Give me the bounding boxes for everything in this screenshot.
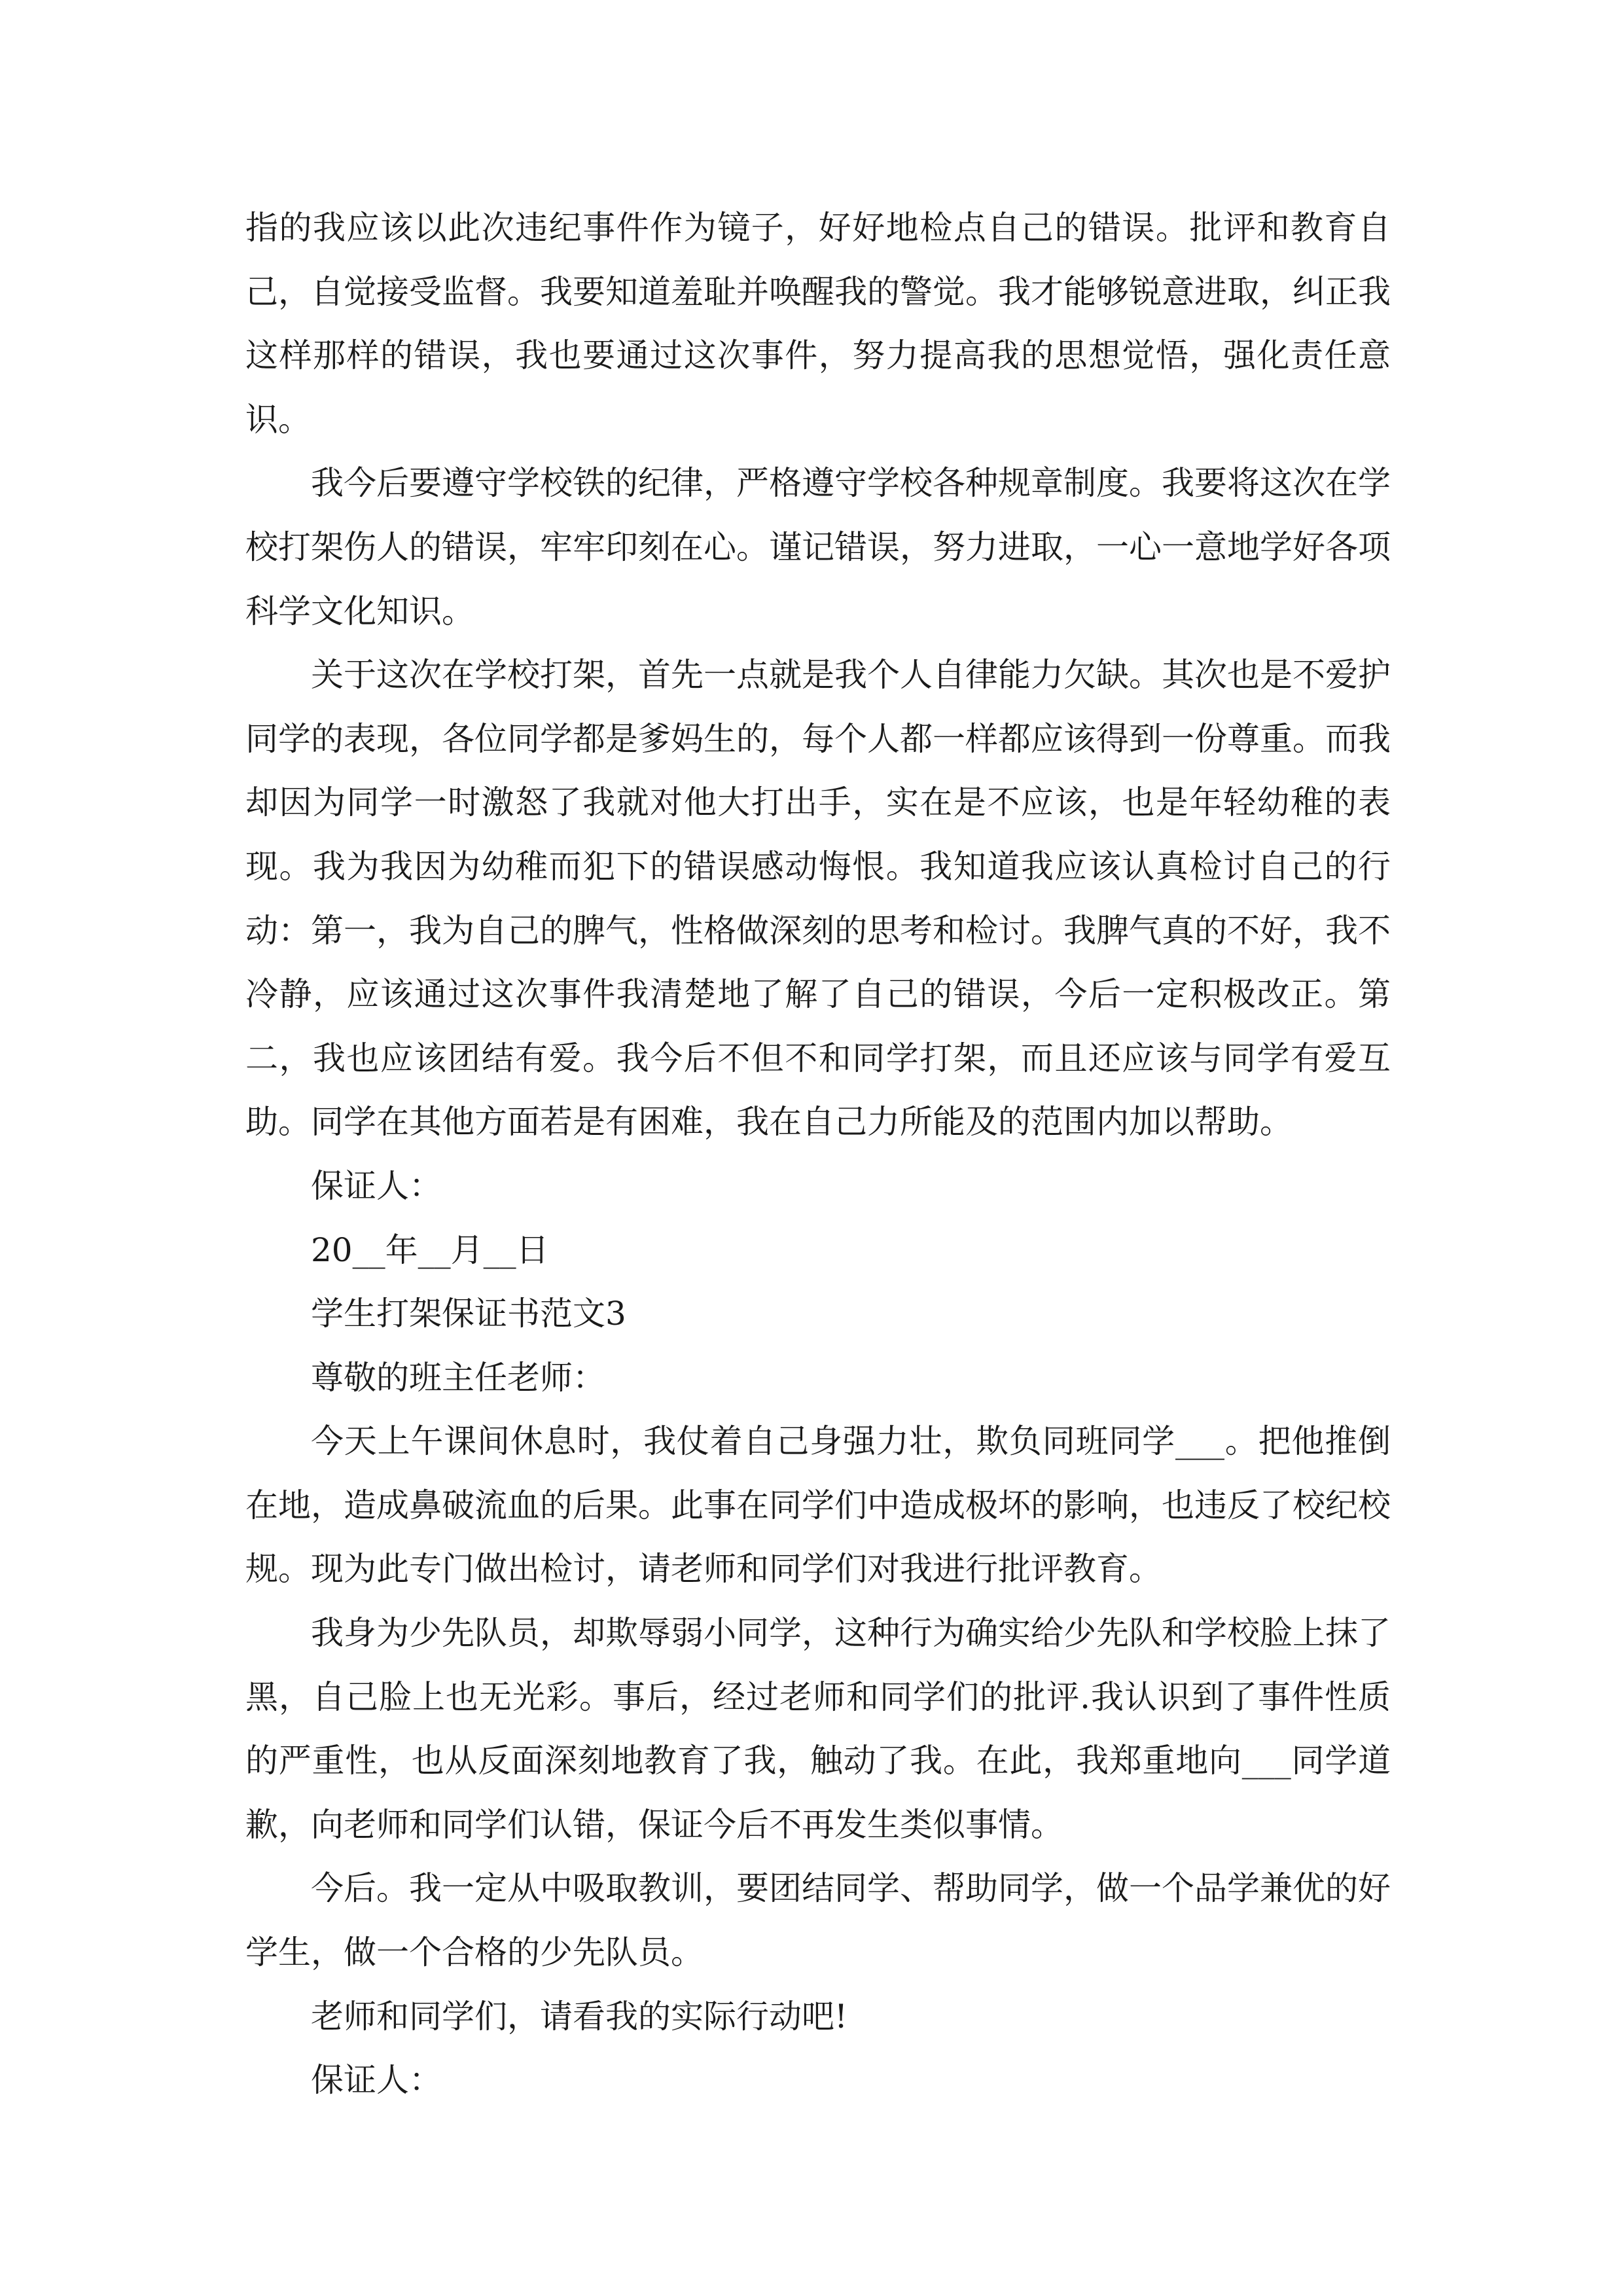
paragraph-self-analysis: 关于这次在学校打架，首先一点就是我个人自律能力欠缺。其次也是不爱护同学的表现，各位同学都是爹妈生的，每个人都一样都应该得到一份尊重。而我却因为同学一时激怒了我就对他大打出手，实在是不应该，也是年轻幼稚的表现。我为我因为幼稚而犯下的错误感动悔恨。我知道我应该认真检讨自己的行动：第一，我为自己的脾气，性格做深刻的思考和检讨。我脾气真的不好，我不冷静，应该通过这次事件我清楚地了解了自己的错误，今后一定积极改正。第二，我也应该团结有爱。我今后不但不和同学打架，而且还应该与同学有爱互助。同学在其他方面若是有困难，我在自己力所能及的范围内加以帮助。: [245, 656, 1391, 1141]
paragraph-obey-rules: 我今后要遵守学校铁的纪律，严格遵守学校各种规章制度。我要将这次在学校打架伤人的错误，牢牢印刻在心。谨记错误，努力进取，一心一意地学好各项科学文化知识。: [245, 464, 1391, 630]
paragraph-closing: 老师和同学们，请看我的实际行动吧!: [311, 1997, 848, 2036]
paragraph-continued-reflection: 指的我应该以此次违纪事件作为镜子，好好地检点自己的错误。批评和教育自己，自觉接受监督。我要知道羞耻并唤醒我的警觉。我才能够锐意进取，纠正我这样那样的错误，我也要通过这次事件，努力提高我的思想觉悟，强化责任意识。: [245, 209, 1391, 439]
paragraph-apology: 我身为少先队员，却欺辱弱小同学，这种行为确实给少先队和学校脸上抹了黑，自己脸上也无光彩。事后，经过老师和同学们的批评.我认识到了事件性质的严重性，也从反面深刻地教育了我，触动了我。在此，我郑重地向___同学道歉，向老师和同学们认错，保证今后不再发生类似事情。: [245, 1614, 1391, 1844]
section-title: 学生打架保证书范文3: [311, 1295, 626, 1333]
paragraph-incident: 今天上午课间休息时，我仗着自己身强力壮，欺负同班同学___。把他推倒在地，造成鼻破流血的后果。此事在同学们中造成极坏的影响，也违反了校纪校规。现为此专门做出检讨，请老师和同学们对我进行批评教育。: [245, 1422, 1391, 1588]
salutation: 尊敬的班主任老师：: [311, 1358, 605, 1397]
paragraph-resolution: 今后。我一定从中吸取教训，要团结同学、帮助同学，做一个品学兼优的好学生，做一个合格的少先队员。: [245, 1869, 1391, 1972]
guarantor-label: 保证人：: [311, 1166, 442, 1205]
date-line: 20__年__月__日: [311, 1230, 549, 1269]
guarantor-label-final: 保证人：: [311, 2061, 442, 2100]
document-body: [245, 196, 1391, 2113]
